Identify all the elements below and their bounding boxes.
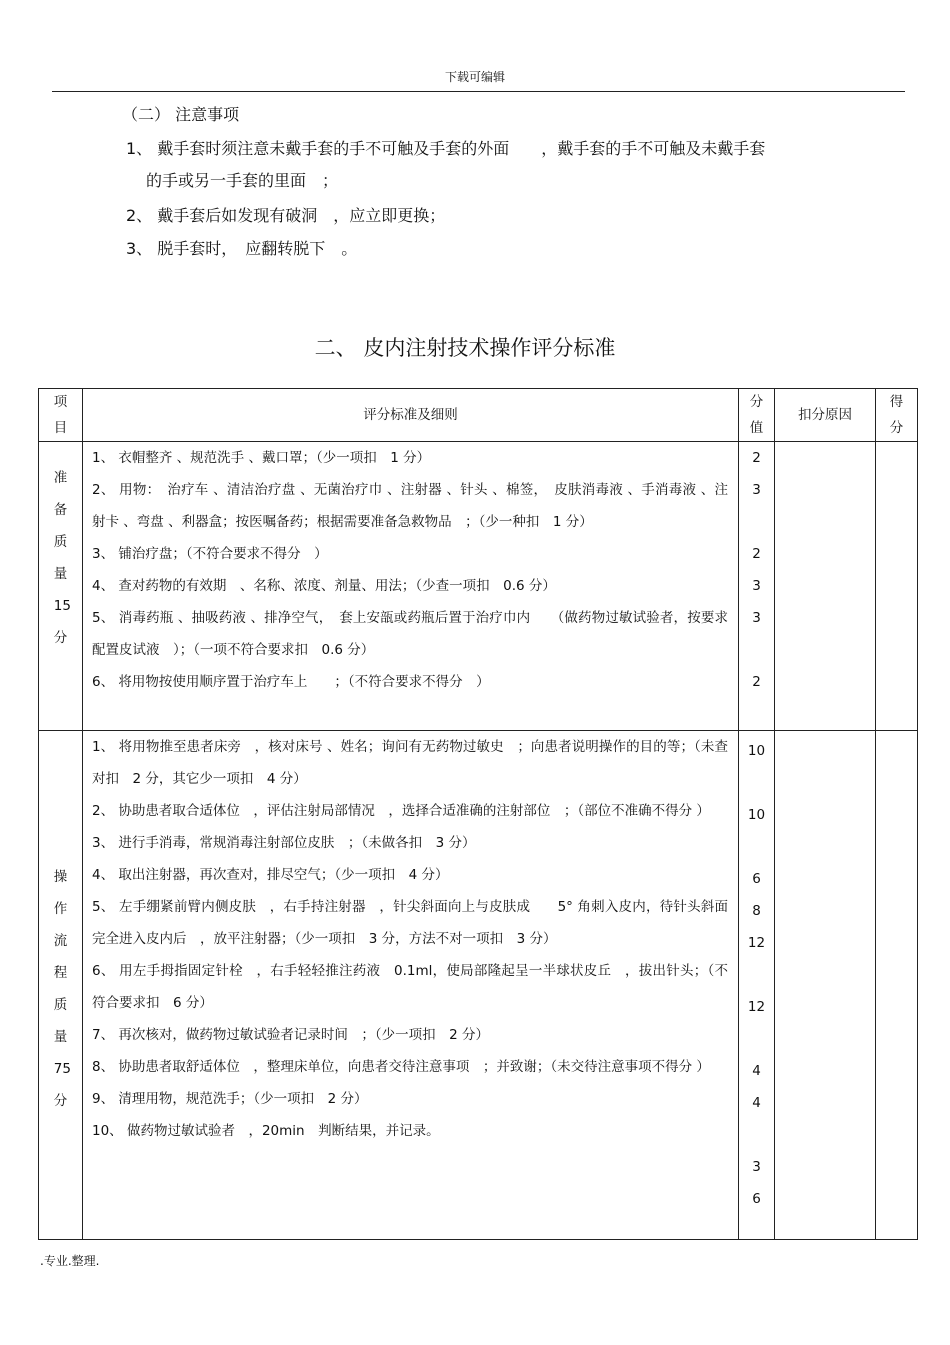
- notes-subtitle: （二） 注意事项: [122, 105, 240, 124]
- header-points: 分 值: [739, 389, 775, 442]
- point-value: 8: [752, 903, 761, 919]
- score-cell[interactable]: [876, 731, 918, 1240]
- list-item: 5、 左手绷紧前臂内侧皮肤 ，右手持注射器 ，针尖斜面向上与皮肤成 5° 角刺入皮内，待针头斜面完全进入皮内后 ，放平注射器；（少一项扣 3 分，方法不对一项扣 3 分）: [92, 899, 728, 947]
- point-value: 2: [752, 674, 761, 690]
- note-item-2: 2、 戴手套后如发现有破洞 ，应立即更换；: [126, 206, 446, 225]
- category-procedure: 操 作 流 程 质 量 75 分: [39, 731, 83, 1240]
- point-value: 3: [752, 578, 761, 594]
- list-item: 9、 清理用物，规范洗手；（少一项扣 2 分）: [92, 1091, 368, 1107]
- list-item: 1、 衣帽整齐 、规范洗手 、戴口罩；（少一项扣 1 分）: [92, 450, 431, 466]
- point-value: [739, 634, 774, 666]
- point-value: 2: [752, 546, 761, 562]
- list-item: 3、 铺治疗盘；（不符合要求不得分 ）: [92, 546, 328, 562]
- point-value: 10: [747, 743, 766, 759]
- header-divider: [52, 91, 905, 92]
- point-value: 12: [747, 935, 766, 951]
- points-column: [739, 442, 775, 731]
- point-value: 6: [752, 871, 761, 887]
- list-item: 3、 进行手消毒，常规消毒注射部位皮肤 ；（未做各扣 3 分）: [92, 835, 476, 851]
- point-value: 4: [752, 1063, 761, 1079]
- point-value: 10: [747, 807, 766, 823]
- header-score: 得 分: [876, 389, 918, 442]
- point-value: [739, 698, 774, 730]
- table-header-row: [39, 389, 918, 442]
- list-item: 4、 取出注射器，再次查对，排尽空气；（少一项扣 4 分）: [92, 867, 449, 883]
- point-value: 3: [752, 610, 761, 626]
- note-item-1-cont: 的手或另一手套的里面 ；: [146, 171, 339, 190]
- point-value: 6: [752, 1191, 761, 1207]
- scoring-table: [38, 388, 918, 1240]
- list-item: 6、 将用物按使用顺序置于治疗车上 ；（不符合要求不得分 ）: [92, 674, 490, 690]
- note-item-3: 3、 脱手套时， 应翻转脱下 。: [126, 239, 358, 258]
- header-reason: 扣分原因: [775, 389, 876, 442]
- table-row: [39, 442, 918, 731]
- header-item: 项 目: [39, 389, 83, 442]
- point-value: 4: [752, 1095, 761, 1111]
- list-item: 10、 做药物过敏试验者 ，20min 判断结果，并记录。: [92, 1123, 440, 1139]
- deduction-reason-cell[interactable]: [775, 731, 876, 1240]
- criteria-list: [83, 442, 739, 731]
- point-value: 2: [752, 450, 761, 466]
- point-value: 3: [752, 1159, 761, 1175]
- point-value: [739, 767, 774, 799]
- point-value: 12: [747, 999, 766, 1015]
- points-column: [739, 731, 775, 1240]
- list-item: 6、 用左手拇指固定针栓 ，右手轻轻推注药液 0.1ml，使局部隆起呈一半球状皮丘 ，拔出针头；（不符合要求扣 6 分）: [92, 963, 728, 1011]
- note-item-1: 1、 戴手套时须注意未戴手套的手不可触及手套的外面 ，戴手套的手不可触及未戴手套: [126, 139, 766, 158]
- list-item: 4、 查对药物的有效期 、名称、浓度、剂量、用法；（少查一项扣 0.6 分）: [92, 578, 556, 594]
- header-criteria: 评分标准及细则: [83, 389, 739, 442]
- list-item: 8、 协助患者取舒适体位 ，整理床单位，向患者交待注意事项 ；并致谢；（未交待注意事项不得分 ）: [92, 1059, 710, 1075]
- page-header: 下载可编辑: [444, 70, 505, 84]
- category-preparation: 准 备 质 量 15 分: [39, 442, 83, 731]
- point-value: [739, 959, 774, 991]
- score-cell[interactable]: [876, 442, 918, 731]
- list-item: 1、 将用物推至患者床旁 ，核对床号 、姓名；询问有无药物过敏史 ；向患者说明操作的目的等；（未查对扣 2 分，其它少一项扣 4 分）: [92, 739, 728, 787]
- page-footer: .专业.整理.: [40, 1254, 100, 1268]
- point-value: [739, 1119, 774, 1151]
- point-value: [739, 506, 774, 538]
- point-value: [739, 1023, 774, 1055]
- point-value: [739, 831, 774, 863]
- list-item: 7、 再次核对，做药物过敏试验者记录时间 ；（少一项扣 2 分）: [92, 1027, 490, 1043]
- criteria-list: [83, 731, 739, 1240]
- point-value: 3: [752, 482, 761, 498]
- list-item: 5、 消毒药瓶 、抽吸药液 、排净空气， 套上安瓿或药瓶后置于治疗巾内 （做药物过敏试验者，按要求配置皮试液 ）；（一项不符合要求扣 0.6 分）: [92, 610, 728, 658]
- page-title: 二、 皮内注射技术操作评分标准: [314, 336, 616, 360]
- list-item: 2、 协助患者取合适体位 ，评估注射局部情况 ，选择合适准确的注射部位 ；（部位不准确不得分 ）: [92, 803, 710, 819]
- table-row: [39, 731, 918, 1240]
- list-item: 2、 用物： 治疗车 、清洁治疗盘 、无菌治疗巾 、注射器 、针头 、棉签， 皮肤消毒液 、手消毒液 、注射卡 、弯盘 、利器盒；按医嘱备药；根据需要准备急救物品 ；（少一种扣 1 分）: [92, 482, 728, 530]
- deduction-reason-cell[interactable]: [775, 442, 876, 731]
